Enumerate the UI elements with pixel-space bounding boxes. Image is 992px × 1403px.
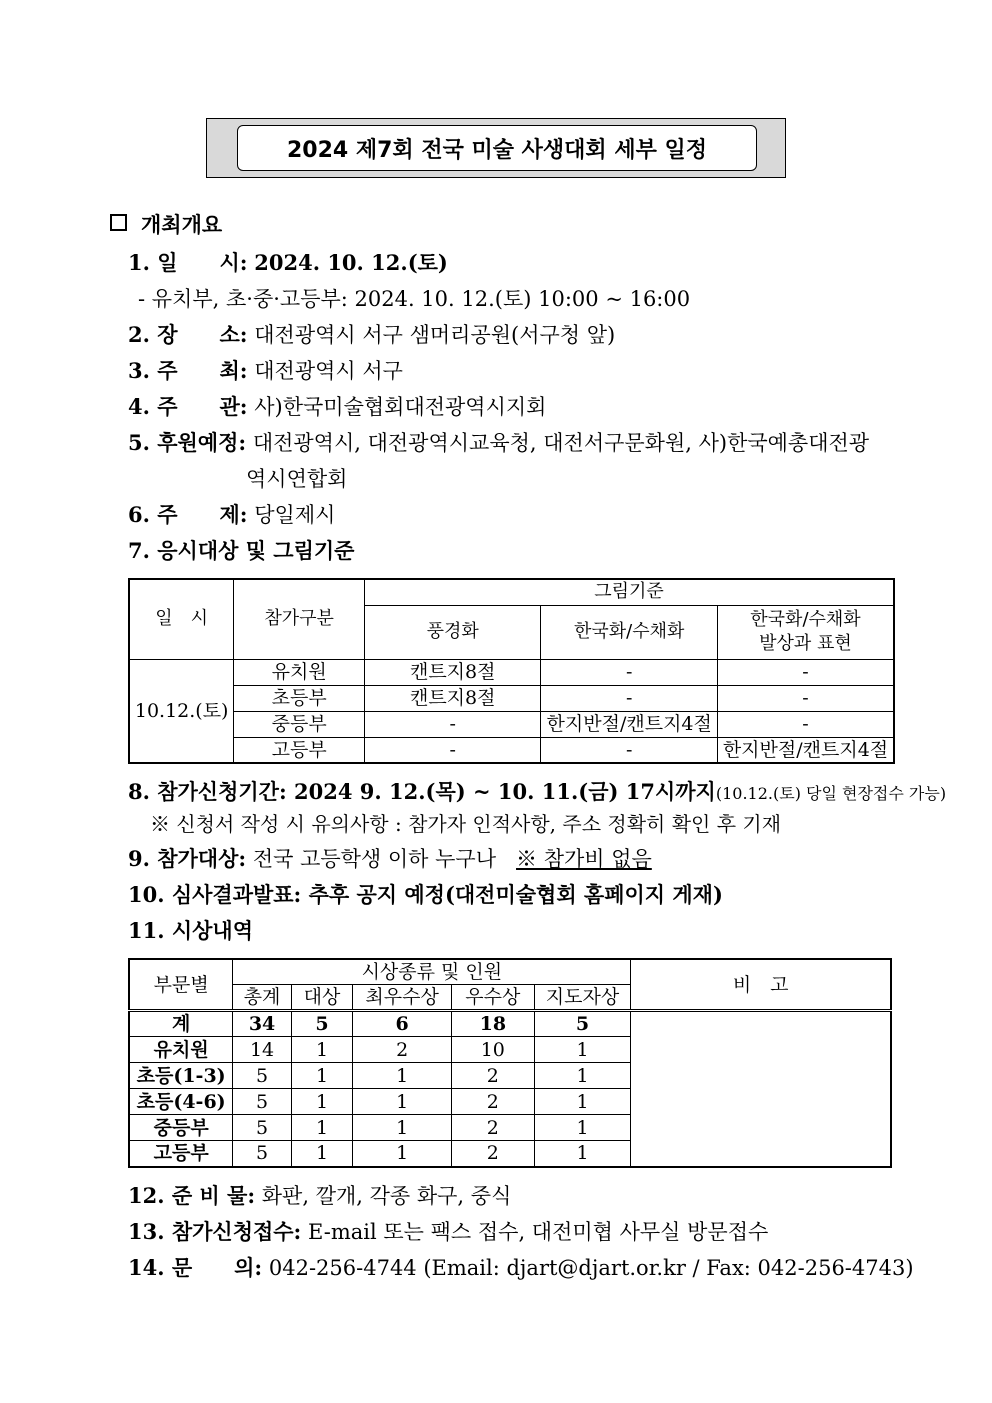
item-1-sub: - 유치부, 초·중·고등부: 2024. 10. 12.(토) 10:00 ~ 16:00 (138, 287, 691, 311)
row-label: 유치원 (129, 1037, 233, 1063)
table-cell: 5 (291, 1011, 352, 1037)
table-cell: 1 (291, 1115, 352, 1141)
table-cell: 1 (353, 1089, 452, 1115)
table-cell: 6 (353, 1011, 452, 1037)
table-cell: 고등부 (234, 737, 365, 763)
item-12: 12. 준 비 물: 화판, 깔개, 각종 화구, 중식 (128, 1183, 512, 1208)
row-label: 계 (129, 1011, 233, 1037)
table-cell: 2 (353, 1037, 452, 1063)
table-cell: 1 (291, 1063, 352, 1089)
table-cell: 34 (233, 1011, 291, 1037)
table-cell: 10 (452, 1037, 535, 1063)
header-korean-expression: 한국화/수채화 발상과 표현 (717, 605, 894, 659)
table-cell: 1 (291, 1141, 352, 1167)
table-cell: 캔트지8절 (364, 685, 540, 711)
table-cell: 2 (452, 1141, 535, 1167)
item-6: 6. 주 제: 당일제시 (128, 502, 336, 527)
section-heading: 개최개요 (110, 210, 222, 240)
date-cell: 10.12.(토) (129, 659, 234, 763)
table-cell: - (364, 711, 540, 737)
table-cell: 1 (534, 1037, 631, 1063)
item-14: 14. 문 의: 042-256-4744 (Email: djart@djart.or.kr / Fax: 042-256-4743) (128, 1255, 914, 1280)
item-8-sub: ※ 신청서 작성 시 유의사항 : 참가자 인적사항, 주소 정확히 확인 후 기재 (150, 812, 782, 836)
awards-table (128, 958, 892, 1168)
header-col: 우수상 (452, 985, 535, 1011)
table-cell: 초등부 (234, 685, 365, 711)
note-cell (631, 1011, 891, 1167)
row-label: 초등(1-3) (129, 1063, 233, 1089)
table-cell: 5 (233, 1063, 291, 1089)
item-8: 8. 참가신청기간: 2024 9. 12.(목) ~ 10. 11.(금) 17시까지(10.12.(토) 당일 현장접수 가능) (128, 779, 947, 804)
criteria-table (128, 578, 895, 764)
table-cell: 1 (291, 1089, 352, 1115)
checkbox-square-icon (110, 214, 127, 231)
header-awards: 시상종류 및 인원 (233, 959, 631, 985)
header-note: 비 고 (631, 959, 891, 1011)
item-11: 11. 시상내역 (128, 918, 253, 943)
table-cell: 한지반절/캔트지4절 (541, 711, 718, 737)
table-cell: 5 (233, 1115, 291, 1141)
table-cell: 2 (452, 1115, 535, 1141)
item-9: 9. 참가대상: 전국 고등학생 이하 누구나 ※ 참가비 없음 (128, 846, 652, 871)
item-2: 2. 장 소: 대전광역시 서구 샘머리공원(서구청 앞) (128, 322, 616, 347)
row-label: 중등부 (129, 1115, 233, 1141)
row-label: 초등(4-6) (129, 1089, 233, 1115)
table-cell: 1 (534, 1141, 631, 1167)
table-cell: - (364, 737, 540, 763)
header-date: 일 시 (129, 579, 234, 659)
table-cell: - (541, 685, 718, 711)
header-col: 대상 (291, 985, 352, 1011)
item-3: 3. 주 최: 대전광역시 서구 (128, 358, 403, 383)
header-landscape: 풍경화 (364, 605, 540, 659)
total-row (129, 1011, 891, 1037)
item-7: 7. 응시대상 및 그림기준 (128, 538, 355, 563)
table-cell: 5 (534, 1011, 631, 1037)
header-col: 총계 (233, 985, 291, 1011)
table-cell: - (717, 685, 894, 711)
table-cell: 14 (233, 1037, 291, 1063)
table-cell: - (717, 659, 894, 685)
header-criteria: 그림기준 (364, 579, 894, 605)
table-cell: - (541, 659, 718, 685)
table-cell: 1 (353, 1115, 452, 1141)
header-korean-watercolor: 한국화/수채화 (541, 605, 718, 659)
table-cell: 1 (353, 1063, 452, 1089)
header-col: 지도자상 (534, 985, 631, 1011)
table-cell: - (717, 711, 894, 737)
table-cell: 2 (452, 1063, 535, 1089)
header-col: 최우수상 (353, 985, 452, 1011)
table-cell: 유치원 (234, 659, 365, 685)
item-13: 13. 참가신청접수: E-mail 또는 팩스 접수, 대전미협 사무실 방문접수 (128, 1219, 769, 1244)
item-4: 4. 주 관: 사)한국미술협회대전광역시지회 (128, 394, 547, 419)
table-cell: 1 (534, 1115, 631, 1141)
item-10: 10. 심사결과발표: 추후 공지 예정(대전미술협회 홈페이지 게재) (128, 882, 723, 907)
table-cell: 한지반절/캔트지4절 (717, 737, 894, 763)
table-cell: 캔트지8절 (364, 659, 540, 685)
row-label: 고등부 (129, 1141, 233, 1167)
table-cell: 1 (291, 1037, 352, 1063)
header-division: 부문별 (129, 959, 233, 1011)
item-1: 1. 일 시: 2024. 10. 12.(토) (128, 250, 448, 275)
table-cell: 중등부 (234, 711, 365, 737)
table-cell: 1 (534, 1089, 631, 1115)
table-cell: 2 (452, 1089, 535, 1115)
table-cell: 5 (233, 1089, 291, 1115)
item-5: 5. 후원예정: 대전광역시, 대전광역시교육청, 대전서구문화원, 사)한국예총대전광 (128, 430, 870, 455)
item-5-cont: 역시연합회 (246, 467, 348, 491)
table-cell: 1 (353, 1141, 452, 1167)
page-title: 2024 제7회 전국 미술 사생대회 세부 일정 (237, 125, 757, 171)
header-division: 참가구분 (234, 579, 365, 659)
title-box (206, 118, 786, 178)
table-cell: - (541, 737, 718, 763)
table-cell: 1 (534, 1063, 631, 1089)
table-cell: 5 (233, 1141, 291, 1167)
table-cell: 18 (452, 1011, 535, 1037)
